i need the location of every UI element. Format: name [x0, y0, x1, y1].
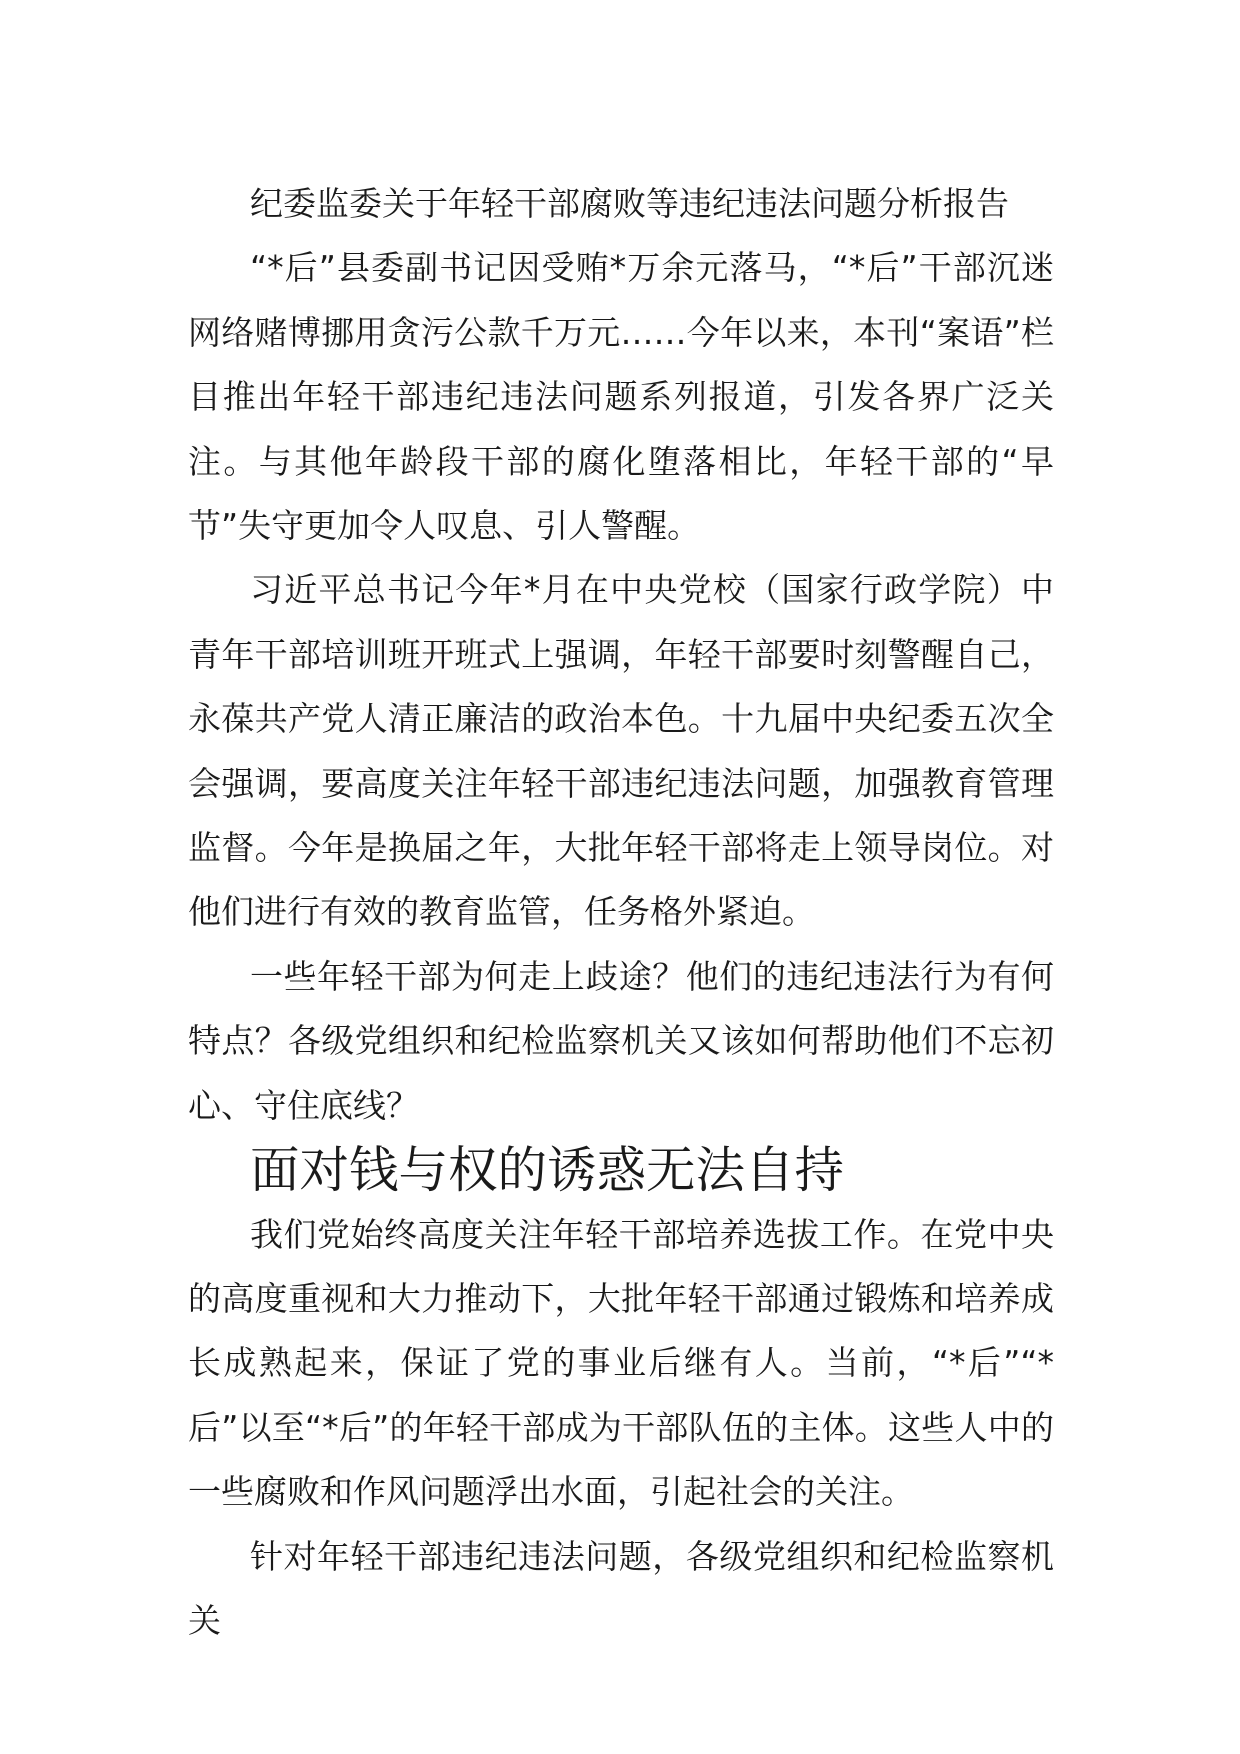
section-heading: 面对钱与权的诱惑无法自持: [250, 1141, 844, 1200]
paragraph-cultivation: 我们党始终高度关注年轻干部培养选拔工作。在党中央的高度重视和大力推动下，大批年轻干部通过锻炼和培养成长成熟起来，保证了党的事业后继有人。当前，“*后”“*后”以至“*后”的年轻干部成为干部队伍的主体。这些人中的一些腐败和作风问题浮出水面，引起社会的关注。: [188, 1214, 1054, 1512]
paragraph-intro: “*后”县委副书记因受贿*万余元落马，“*后”干部沉迷网络赌博挪用贪污公款千万元……今年以来，本刊“案语”栏目推出年轻干部违纪违法问题系列报道，引发各界广泛关注。与其他年龄段干部的腐化堕落相比，年轻干部的“早节”失守更加令人叹息、引人警醒。: [188, 248, 1054, 546]
paragraph-response: 针对年轻干部违纪违法问题，各级党组织和纪检监察机关: [188, 1536, 1054, 1640]
paragraph-questions: 一些年轻干部为何走上歧途？他们的违纪违法行为有何特点？各级党组织和纪检监察机关又该如何帮助他们不忘初心、守住底线？: [188, 956, 1054, 1125]
document-body: [188, 172, 1054, 1653]
document-title: 纪委监委关于年轻干部腐败等违纪违法问题分析报告: [250, 184, 1009, 223]
paragraph-speech: 习近平总书记今年*月在中央党校（国家行政学院）中青年干部培训班开班式上强调，年轻干部要时刻警醒自己，永葆共产党人清正廉洁的政治本色。十九届中央纪委五次全会强调，要高度关注年轻干部违纪违法问题，加强教育管理监督。今年是换届之年，大批年轻干部将走上领导岗位。对他们进行有效的教育监管，任务格外紧迫。: [188, 570, 1054, 932]
